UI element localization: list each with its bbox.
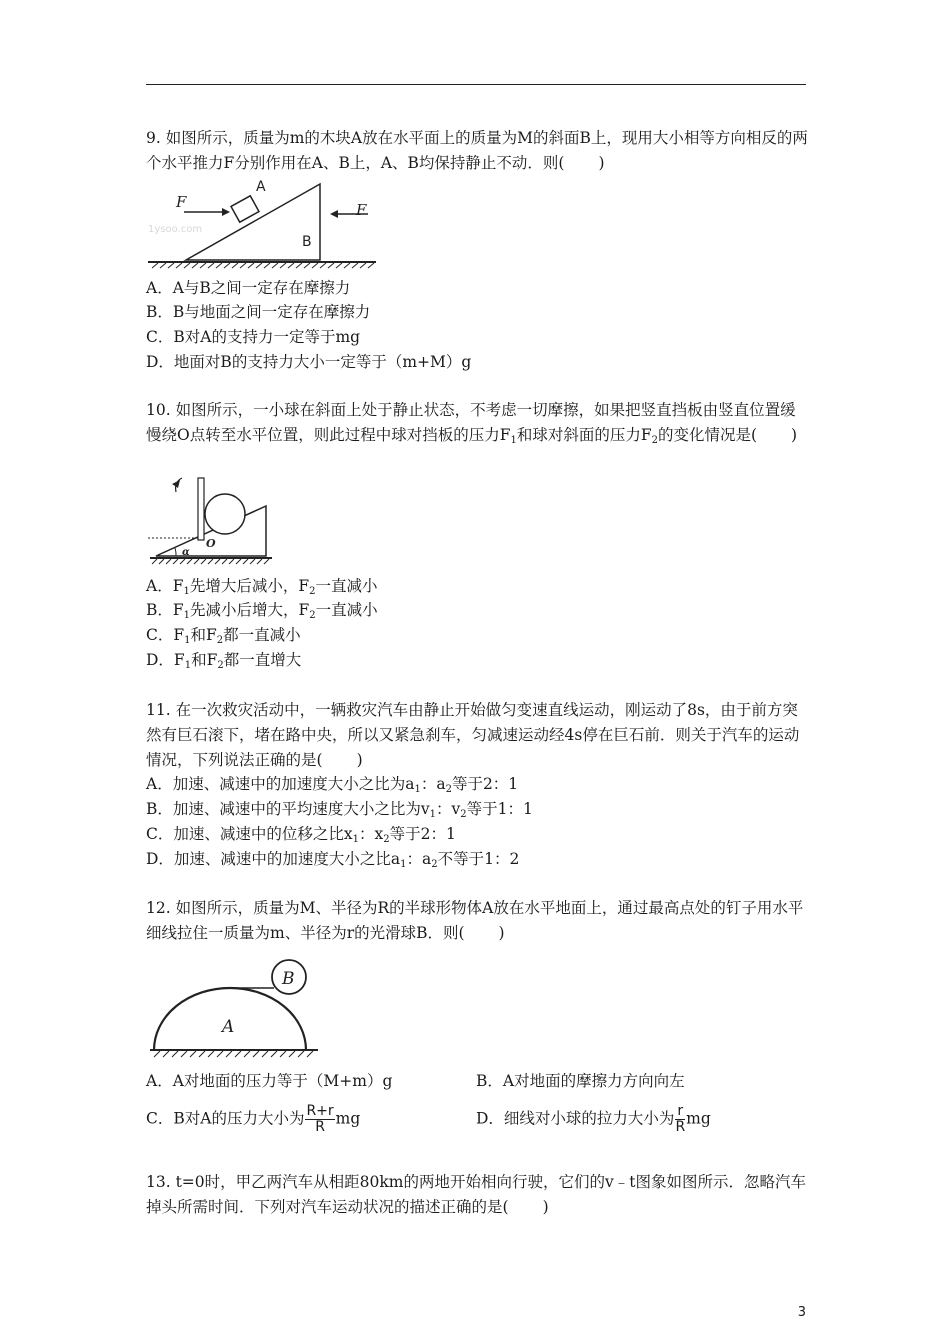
q12-option-d: D．细线对小球的拉力大小为 $\frac{r}{R}$ mg bbox=[476, 1103, 711, 1135]
figure-incline-blocks bbox=[146, 174, 386, 270]
q12-option-a: A．A对地面的压力等于（M+m）g bbox=[146, 1072, 393, 1090]
fraction: $\frac{R+r}{R}$ bbox=[306, 1103, 334, 1135]
label-f-left: F bbox=[176, 193, 187, 211]
q9-option-c: C．B对A的支持力一定等于mg bbox=[146, 328, 361, 346]
q10-option-b: B．$F_1$先减小后增大，$F_2$一直减小 bbox=[146, 601, 378, 621]
question-10-stem: 10. 如图所示，一小球在斜面上处于静止状态，不考虑一切摩擦，如果把竖直挡板由竖直位置缓慢绕O点转至水平位置，则此过程中球对挡板的压力$F_1$和球对斜面的压力$F_2$的变化情况是( ) bbox=[146, 401, 798, 446]
q12-option-c: C．B对A的压力大小为 $\frac{R+r}{R}$ mg bbox=[146, 1103, 361, 1135]
label-a: A bbox=[222, 1017, 235, 1037]
header-rule bbox=[146, 84, 806, 85]
figure-ball-baffle bbox=[146, 470, 276, 570]
q9-option-d: D．地面对B的支持力大小一定等于（m+M）g bbox=[146, 353, 472, 371]
figure-hemisphere-ball bbox=[146, 956, 322, 1060]
label-a: A bbox=[256, 179, 266, 195]
label-f-right: F bbox=[356, 201, 367, 219]
q11-option-c: C．加速、减速中的位移之比$x_1$：$x_2$等于2：1 bbox=[146, 825, 456, 845]
q9-option-a: A．A与B之间一定存在摩擦力 bbox=[146, 279, 351, 297]
q12-option-b: B．A对地面的摩擦力方向向左 bbox=[476, 1072, 685, 1090]
q11-option-a: A．加速、减速中的加速度大小之比为$a_1$：$a_2$等于2：1 bbox=[146, 775, 519, 795]
label-b: B bbox=[302, 234, 312, 250]
q11-option-d: D．加速、减速中的加速度大小之比$a_1$：$a_2$不等于1：2 bbox=[146, 850, 520, 870]
question-12-stem: 12. 如图所示，质量为M、半径为R的半球形物体A放在水平地面上，通过最高点处的钉子用水平细线拉住一质量为m、半径为r的光滑球B．则( ) bbox=[146, 899, 804, 942]
watermark: 1ysoo.com bbox=[148, 224, 203, 235]
question-13-stem: 13. t=0时，甲乙两汽车从相距80km的两地开始相向行驶，它们的v﹣t图象如图所示．忽略汽车掉头所需时间．下列对汽车运动状况的描述正确的是( ) bbox=[146, 1173, 806, 1216]
label-b: B bbox=[282, 969, 295, 989]
fraction: $\frac{r}{R}$ bbox=[675, 1103, 686, 1135]
label-alpha: α bbox=[182, 547, 190, 558]
question-11-stem: 11. 在一次救灾活动中，一辆救灾汽车由静止开始做匀变速直线运动，刚运动了8s，由于前方突然有巨石滚下，堵在路中央，所以又紧急刹车，匀减速运动经4s停在巨石前．则关于汽车的运动情况，下列说法正确的是( ) bbox=[146, 701, 800, 769]
label-o: O bbox=[206, 537, 216, 550]
q10-option-c: C．$F_1$和$F_2$都一直减小 bbox=[146, 626, 301, 646]
page-number: 3 bbox=[797, 1305, 806, 1320]
question-9-stem: 9. 如图所示，质量为m的木块A放在水平面上的质量为M的斜面B上，现用大小相等方向相反的两个水平推力F分别作用在A、B上，A、B均保持静止不动．则( ) bbox=[146, 129, 808, 172]
q10-option-d: D．$F_1$和$F_2$都一直增大 bbox=[146, 651, 302, 671]
q11-option-b: B．加速、减速中的平均速度大小之比为$v_1$：$v_2$等于1：1 bbox=[146, 800, 533, 820]
q10-option-a: A．$F_1$先增大后减小，$F_2$一直减小 bbox=[146, 577, 378, 597]
q9-option-b: B．B与地面之间一定存在摩擦力 bbox=[146, 303, 371, 321]
